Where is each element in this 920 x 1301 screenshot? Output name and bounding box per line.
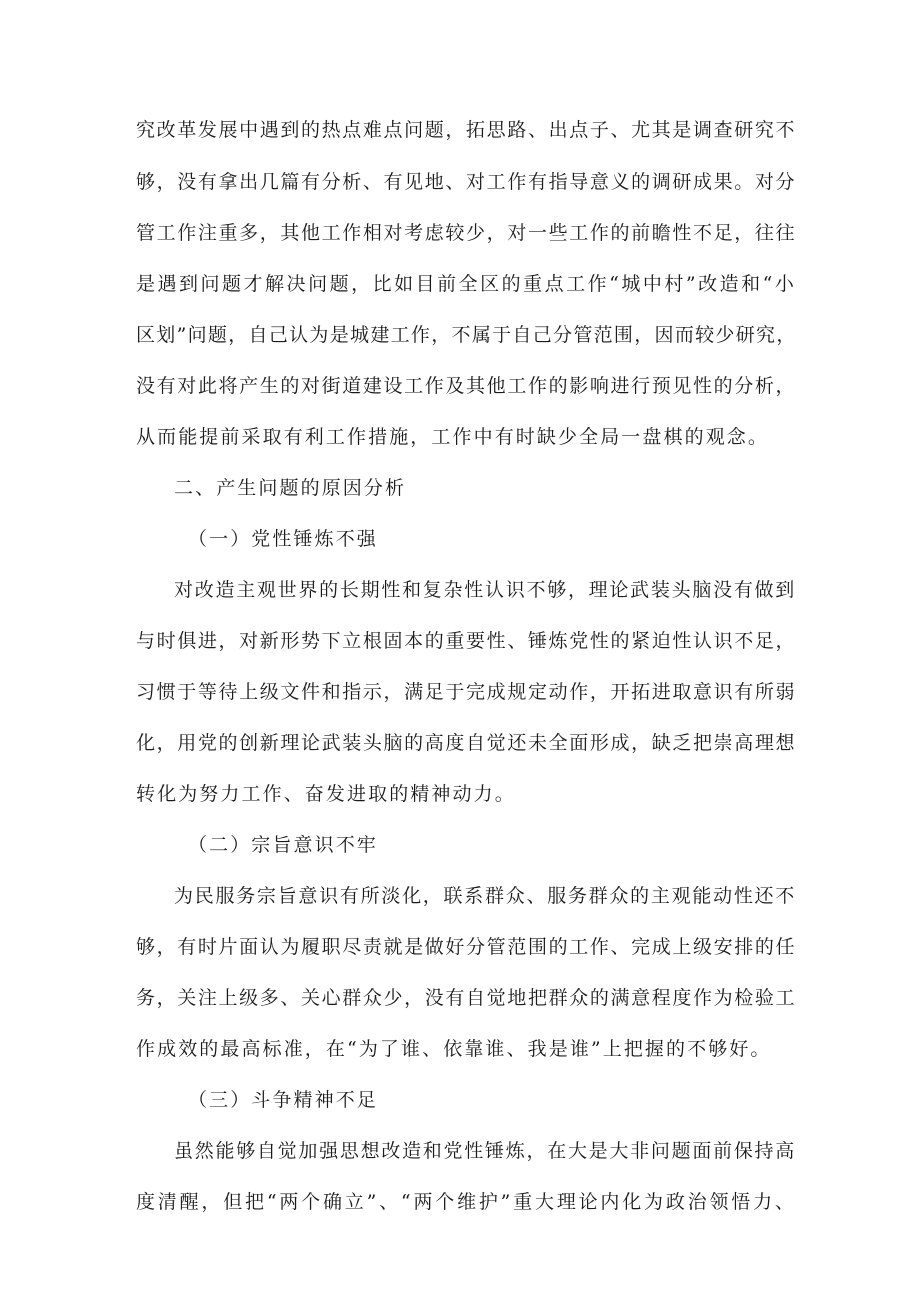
paragraph-line: 化，用党的创新理论武装头脑的高度自觉还未全面形成，缺乏把崇高理想 (136, 732, 796, 754)
paragraph-line: 是遇到问题才解决问题，比如目前全区的重点工作“城中村”改造和“小 (136, 273, 796, 295)
section-heading: 二、产生问题的原因分析 (174, 477, 407, 499)
paragraph-line: 转化为努力工作、奋发进取的精神动力。 (136, 783, 516, 805)
paragraph-line: 够，没有拿出几篇有分析、有见地、对工作有指导意义的调研成果。对分 (136, 171, 796, 193)
paragraph-line: 究改革发展中遇到的热点难点问题，拓思路、出点子、尤其是调查研究不 (136, 119, 796, 141)
paragraph-line: 与时俱进，对新形势下立根固本的重要性、锤炼党性的紧迫性认识不足， (136, 630, 796, 652)
paragraph-line: 区划”问题，自己认为是城建工作，不属于自己分管范围，因而较少研究， (136, 324, 797, 346)
paragraph-line: 度清醒，但把“两个确立”、“两个维护”重大理论内化为政治领悟力、 (136, 1191, 796, 1213)
paragraph-line: 虽然能够自觉加强思想改造和党性锤炼，在大是大非问题面前保持高 (174, 1140, 796, 1162)
paragraph-line: 作成效的最高标准，在“为了谁、依靠谁、我是谁”上把握的不够好。 (136, 1038, 772, 1060)
paragraph-line: 习惯于等待上级文件和指示，满足于完成规定动作，开拓进取意识有所弱 (136, 681, 796, 703)
paragraph-line: 务，关注上级多、关心群众少，没有自觉地把群众的满意程度作为检验工 (136, 987, 796, 1009)
paragraph-line: 够，有时片面认为履职尽责就是做好分管范围的工作、完成上级安排的任 (136, 936, 796, 958)
paragraph-line: 对改造主观世界的长期性和复杂性认识不够，理论武装头脑没有做到 (174, 579, 796, 601)
subsection-title-3: （三）斗争精神不足 (188, 1089, 378, 1111)
paragraph-line: 为民服务宗旨意识有所淡化，联系群众、服务群众的主观能动性还不 (174, 885, 796, 907)
paragraph-line: 管工作注重多，其他工作相对考虑较少，对一些工作的前瞻性不足，往往 (136, 222, 796, 244)
paragraph-line: 从而能提前采取有利工作措施，工作中有时缺少全局一盘棋的观念。 (136, 426, 770, 448)
subsection-title-1: （一）党性锤炼不强 (188, 528, 378, 550)
paragraph-line: 没有对此将产生的对街道建设工作及其他工作的影响进行预见性的分析， (136, 375, 796, 397)
subsection-title-2: （二）宗旨意识不牢 (188, 834, 378, 856)
